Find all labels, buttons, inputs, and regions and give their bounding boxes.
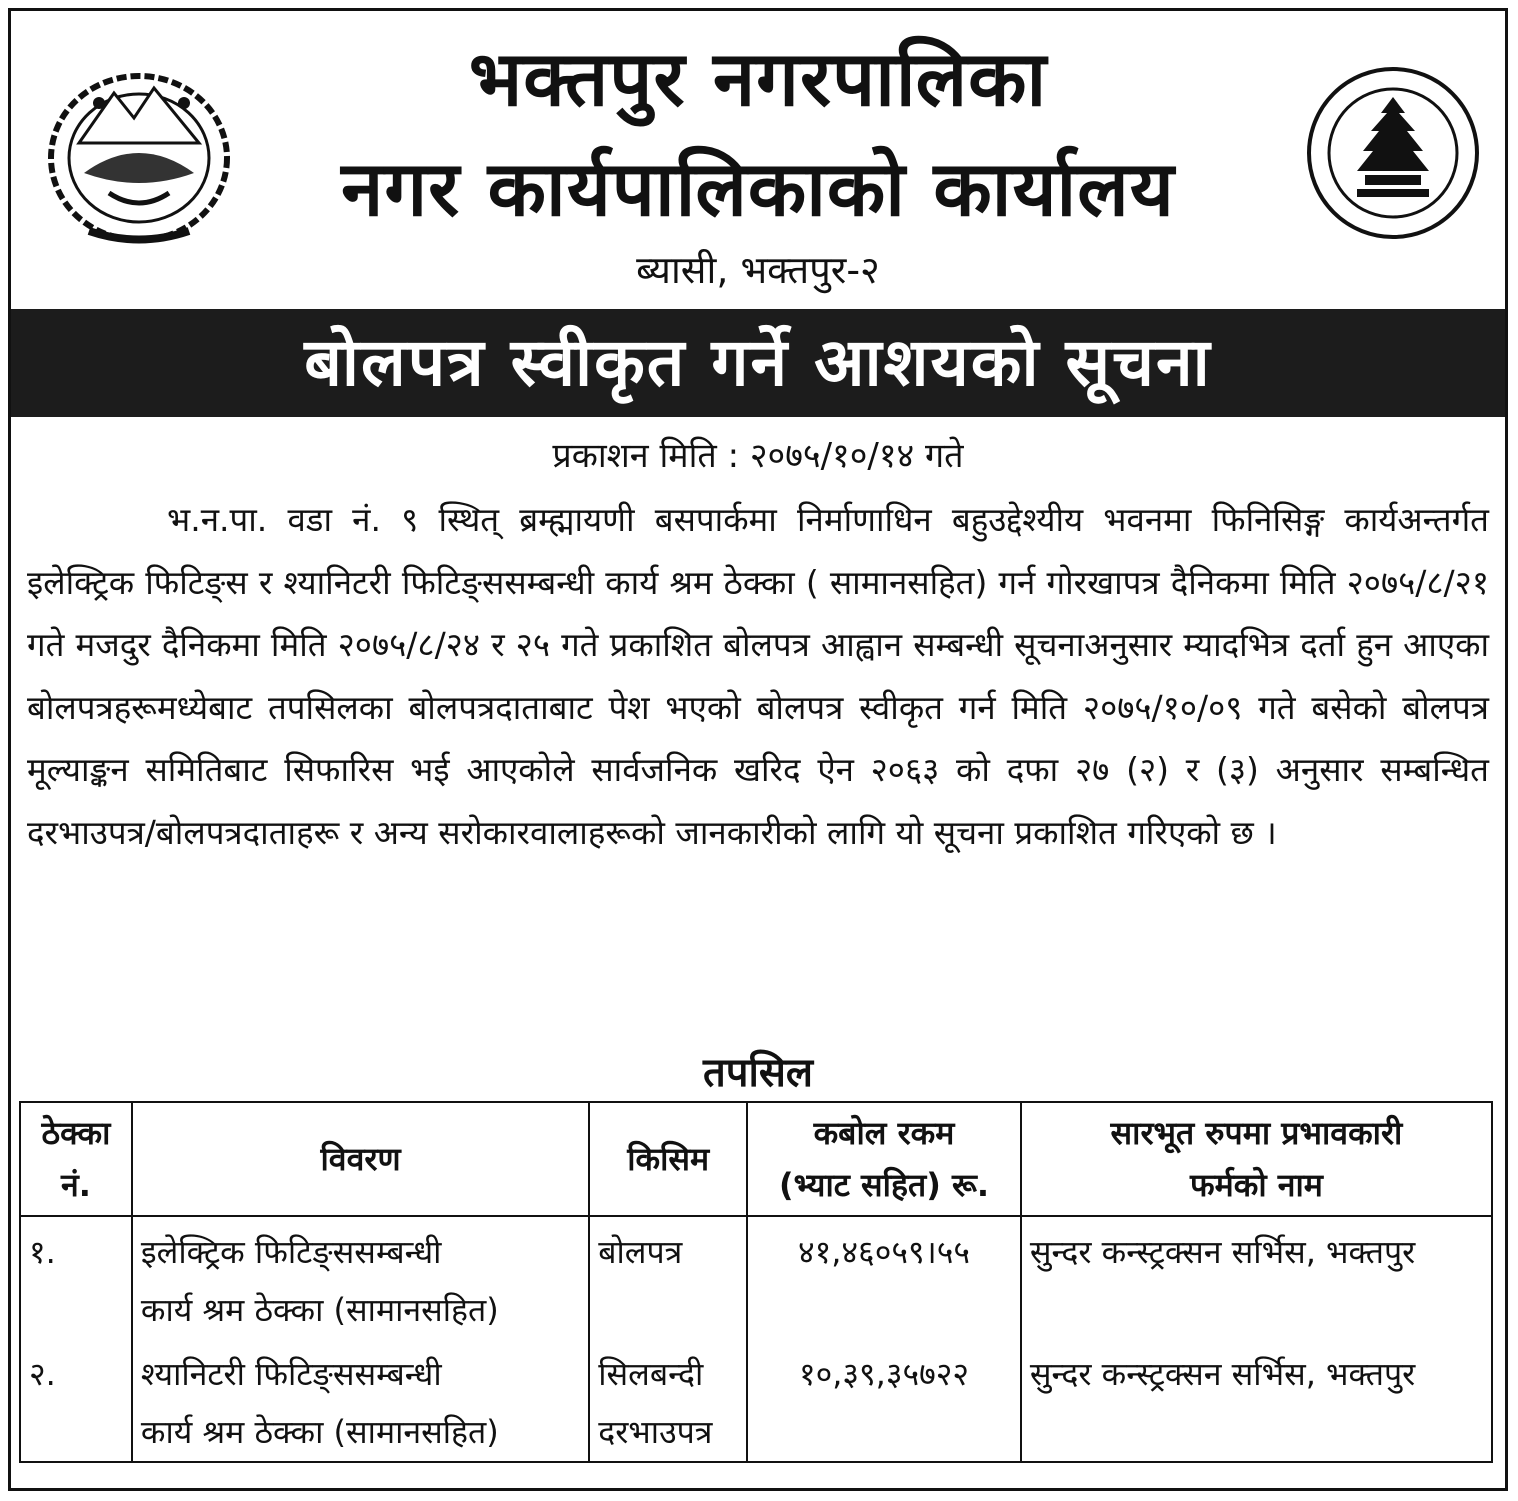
cell-description: श्यानिटरी फिटिङ्ससम्बन्धी कार्य श्रम ठेक्का (सामानसहित) [132,1339,589,1462]
header-type: किसिम [589,1102,747,1216]
cell-amount: ४१,४६०५९।५५ [747,1216,1021,1339]
header-description: विवरण [132,1102,589,1216]
notice-body-text: भ.न.पा. वडा नं. ९ स्थित् ब्रम्ह्मायणी बसपार्कमा निर्माणाधिन बहुउद्देश्यीय भवनमा फिनिसिङ्ग कार्यअन्तर्गत इलेक्ट्रिक फिटिङ्स र श्यानिटरी फिटिङ्ससम्बन्धी कार्य श्रम ठेक्का ( सामानसहित) गर्न गोरखापत्र दैनिकमा मिति २०७५/८/२१ गते मजदुर दैनिकमा मिति २०७५/८/२४ र २५ गते प्रकाशित बोलपत्र आह्वान सम्बन्धी सूचनाअनुसार म्यादभित्र दर्ता हुन आएका बोलपत्रहरूमध्येबाट तपसिलका बोलपत्रदाताबाट पेश भएको बोलपत्र स्वीकृत गर्न मिति २०७५/१०/०९ गते बसेको बोलपत्र मूल्याङ्कन समितिबाट सिफारिस भई आएकोले सार्वजनिक खरिद ऐन २०६३ को दफा २७ (२) र (३) अनुसार सम्बन्धित दरभाउपत्र/बोलपत्रदाताहरू र अन्य सरोकारवालाहरूको जानकारीको लागि यो सूचना प्रकाशित गरिएको छ । [27,500,1489,852]
table-caption: तपसिल [702,1050,814,1096]
table-header-row [20,1102,1492,1216]
office-address: ब्यासी, भक्तपुर-२ [636,248,880,292]
header-amount: कबोल रकम (भ्याट सहित) रू. [747,1102,1021,1216]
cell-firm: सुन्दर कन्स्ट्रक्सन सर्भिस, भक्तपुर [1021,1216,1492,1339]
notice-frame [8,8,1508,1491]
cell-amount: १०,३९,३५७२२ [747,1339,1021,1462]
cell-type: बोलपत्र [589,1216,747,1339]
header-contract-no: ठेक्का नं. [20,1102,132,1216]
cell-contract-no: २. [20,1339,132,1462]
notice-heading-banner: बोलपत्र स्वीकृत गर्ने आशयको सूचना [11,309,1505,417]
office-title: नगर कार्यपालिकाको कार्यालय [341,144,1175,233]
cell-description: इलेक्ट्रिक फिटिङ्ससम्बन्धी कार्य श्रम ठेक्का (सामानसहित) [132,1216,589,1339]
header-firm: सारभूत रुपमा प्रभावकारी फर्मको नाम [1021,1102,1492,1216]
table-row [20,1216,1492,1339]
municipality-title: भक्तपुर नगरपालिका [468,34,1048,123]
header [11,11,1505,311]
contract-table [19,1101,1493,1463]
cell-firm: सुन्दर कन्स्ट्रक्सन सर्भिस, भक्तपुर [1021,1339,1492,1462]
notice-body [27,489,1489,864]
cell-contract-no: १. [20,1216,132,1339]
publish-date: प्रकाशन मिति : २०७५/१०/१४ गते [552,436,964,476]
municipality-seal-icon [1293,63,1493,243]
table-row [20,1339,1492,1462]
cell-type: सिलबन्दी दरभाउपत्र [589,1339,747,1462]
